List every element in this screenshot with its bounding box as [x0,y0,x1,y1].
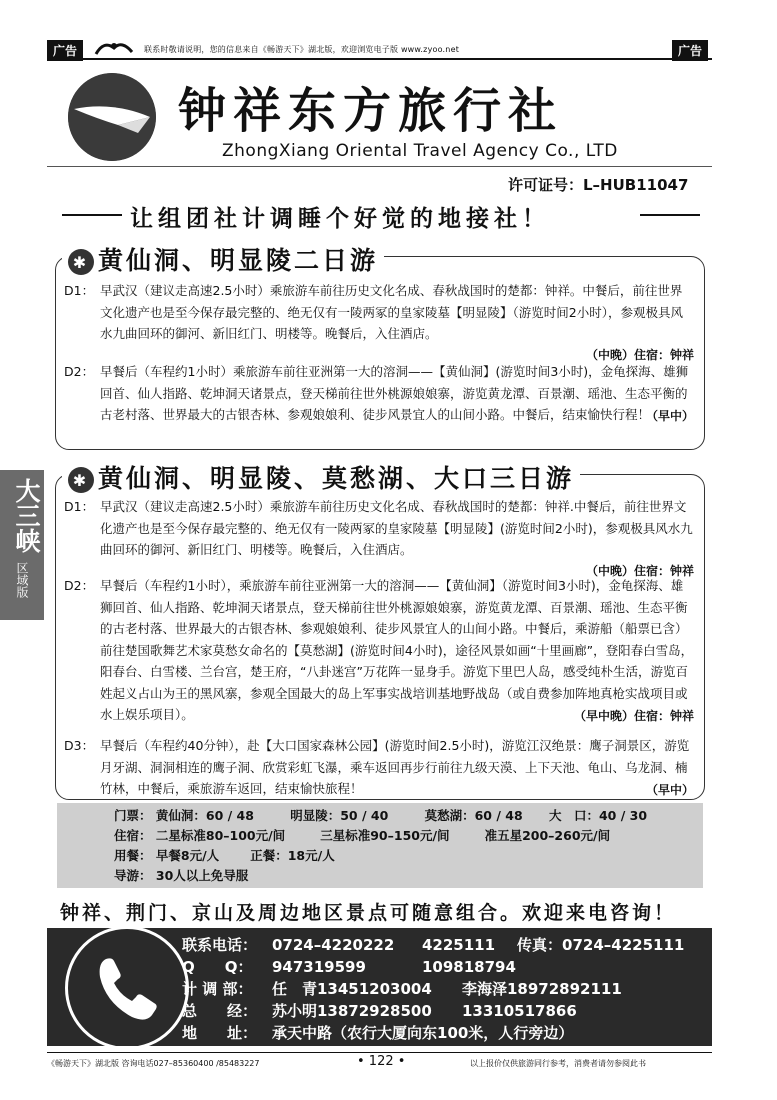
page-number: • 122 • [357,1054,406,1069]
qq-label: Q Q： [182,958,253,976]
day-note: （中晚）住宿：钟祥 [585,563,694,578]
day-label: D2： [64,364,95,379]
header-rule [47,58,712,60]
day-note: （早中） [645,782,694,797]
info-box [57,803,703,888]
contact-tel-row [182,934,684,956]
tel-1: 0724–4220222 [272,936,395,954]
gear-icon: ✱ [68,249,94,275]
day-label: D3： [64,738,95,753]
ad-label-right: 广告 [672,40,708,61]
tour2-title-wrap [62,459,580,495]
tickets-label: 门票： [114,808,152,823]
slogan-rule-left [62,214,122,216]
contact-manager-row [182,1000,577,1022]
meal-item: 早餐8元/人 [155,848,220,863]
tel-2: 4225111 [422,936,496,954]
hotel-item: 二星标准80–100元/间 [155,828,286,843]
footer-left: 《畅游天下》湖北版 咨询电话027–85360400 /85483227 [47,1059,260,1068]
contact-box [47,928,712,1046]
title-rule [47,166,712,167]
tickets-row [114,805,647,826]
manager-label: 总 经： [182,1002,258,1020]
magazine-logo-icon [94,38,134,58]
footer-right: 以上报价仅供旅游同行参考，消费者请勿参阅此书 [470,1059,646,1068]
tour1-title: 黄仙洞、明显陵二日游 [98,246,379,275]
day-text: 早餐后（车程约40分钟），赴【大口国家森林公园】(游览时间2.5小时)，游览江汉绝景：鹰子洞景区，游览月牙湖、洞洞相连的鹰子洞、欣赏彩虹飞瀑，乘车返回再步行前往九级天漠、上下天池、龟山、乌龙洞、楠竹林，中餐后，乘旅游车返回，结束愉快旅程！ [100,738,690,796]
planner-2: 李海泽18972892111 [462,980,622,998]
day-label: D1： [64,499,95,514]
guide-row [114,865,248,886]
hotel-item: 准五星200–260元/间 [484,828,611,843]
ticket-item: 明显陵：50 / 40 [290,808,389,823]
manager-1: 苏小明13872928500 [272,1002,432,1020]
license-number: 许可证号：L–HUB11047 [508,176,689,194]
day-note: （早中晚）住宿：钟祥 [573,708,694,723]
address: 承天中路（农行大厦向东100米，人行旁边） [272,1024,574,1042]
meal-row [114,845,335,866]
qq-1: 947319599 [272,958,366,976]
hotel-item: 三星标准90–150元/间 [320,828,450,843]
side-tab-sub: 区域版 [15,562,29,598]
day-label: D2： [64,578,95,593]
slogan: 让组团社计调睡个好觉的地接社！ [130,205,550,232]
qq-2: 109818794 [422,958,516,976]
guide-label: 导游： [114,868,152,883]
tour2-title: 黄仙洞、明显陵、莫愁湖、大口三日游 [98,464,575,493]
tour1-title-wrap [62,241,384,277]
day-text: 早武汉（建议走高速2.5小时）乘旅游车前往历史文化名成、春秋战国时的楚都：钟祥。中餐后，前往世界文化遗产也是至今保存最完整的、绝无仅有一陵两冢的皇家陵墓【明显陵】（游览时间2小时），参观极具风水九曲回环的御河、新旧红门、明楼等。晚餐后，入住酒店。 [100,283,683,341]
gear-icon: ✱ [68,467,94,493]
tel-label: 联系电话： [182,936,258,954]
bottom-slogan: 钟祥、荆门、京山及周边地区景点可随意组合。欢迎来电咨询！ [60,902,677,924]
day-text: 早武汉（建议走高速2.5小时）乘旅游车前往历史文化名成、春秋战国时的楚都：钟祥.中餐后，前往世界文化遗产也是至今保存最完整的、绝无仅有一陵两冢的皇家陵墓【明显陵】(游览时间2小时)，参观极具风水九曲回环的御河、新旧红门、明楼等。晚餐后，入住酒店。 [100,499,693,557]
planner-1: 任 青13451203004 [272,980,432,998]
day-label: D1： [64,283,95,298]
hotel-label: 住宿： [114,828,152,843]
side-tab-title: 大三峡 [12,478,41,553]
agency-name-cn: 钟祥东方旅行社 [178,83,564,139]
agency-logo-icon [68,73,156,161]
contact-address-row [182,1022,573,1044]
planner-label: 计 调 部： [182,980,253,998]
agency-name-en: ZhongXiang Oriental Travel Agency Co., LTD [222,141,618,161]
contact-qq-row [182,956,516,978]
tour2-day3 [64,735,694,800]
address-label: 地 址： [182,1024,258,1042]
tour2-day2 [64,575,694,726]
side-tab [0,470,44,620]
day-note: （早中） [645,408,694,423]
phone-icon [65,926,189,1050]
hotel-row [114,825,610,846]
meal-item: 正餐：18元/人 [250,848,335,863]
footer-rule [47,1052,712,1053]
day-note: （中晚）住宿：钟祥 [585,347,694,362]
tour1-day2 [64,361,694,426]
tour1-day1 [64,280,694,365]
day-text: 早餐后（车程约1小时）乘旅游车前往亚洲第一大的溶洞——【黄仙洞】(游览时间3小时)，金龟探海、雄狮回首、仙人指路、乾坤洞天诸景点，登天梯前往世外桃源娘娘寨，游览黄龙潭、百景潮、瑶池、生态平衡的古老村落、世界最大的古银杏林、参观娘娘利、徒步风景宜人的山间小路。中餐后，结束愉快行程！ [100,364,689,422]
ticket-item: 大 口：40 / 30 [548,808,648,823]
meal-label: 用餐： [114,848,152,863]
tour2-day1 [64,496,694,581]
ticket-item: 莫愁湖：60 / 48 [424,808,523,823]
header-line: 联系时敬请说明，您的信息来自《畅游天下》湖北版，欢迎浏览电子版 www.zyoo.net [144,45,460,54]
manager-2: 13310517866 [462,1002,577,1020]
fax-label: 传真： [517,936,563,954]
ticket-item: 黄仙洞：60 / 48 [155,808,254,823]
guide-text: 30人以上免导服 [155,868,249,883]
contact-planner-row [182,978,622,1000]
slogan-rule-right [640,214,700,216]
ad-label-left: 广告 [47,40,83,61]
day-text: 早餐后（车程约1小时），乘旅游车前往亚洲第一大的溶洞——【黄仙洞】（游览时间3小时)，金龟探海、雄狮回首、仙人指路、乾坤洞天诸景点，登天梯前往世外桃源娘娘寨，游览黄龙潭、百景潮、瑶池、生态平衡的古老村落、世界最大的古银杏林、参观娘娘利、徒步风景宜人的山间小路。中餐后，乘游船（船票已含）前往楚国歌舞艺术家莫愁女命名的【莫愁湖】(游览时间4小时)，途径风景如画“十里画廊”，登阳春白雪岛，阳春台、白雪楼、兰台宫，楚王府，“八卦迷宫”万花阵一显身手。游览下里巴人岛，感受纯朴生活，游览百姓起义占山为王的黑风寨，参观全国最大的岛上军事实战培训基地野战岛（或自费参加阵地真枪实战项目或水上娱乐项目）。 [100,578,694,722]
fax-number: 0724–4225111 [562,936,685,954]
